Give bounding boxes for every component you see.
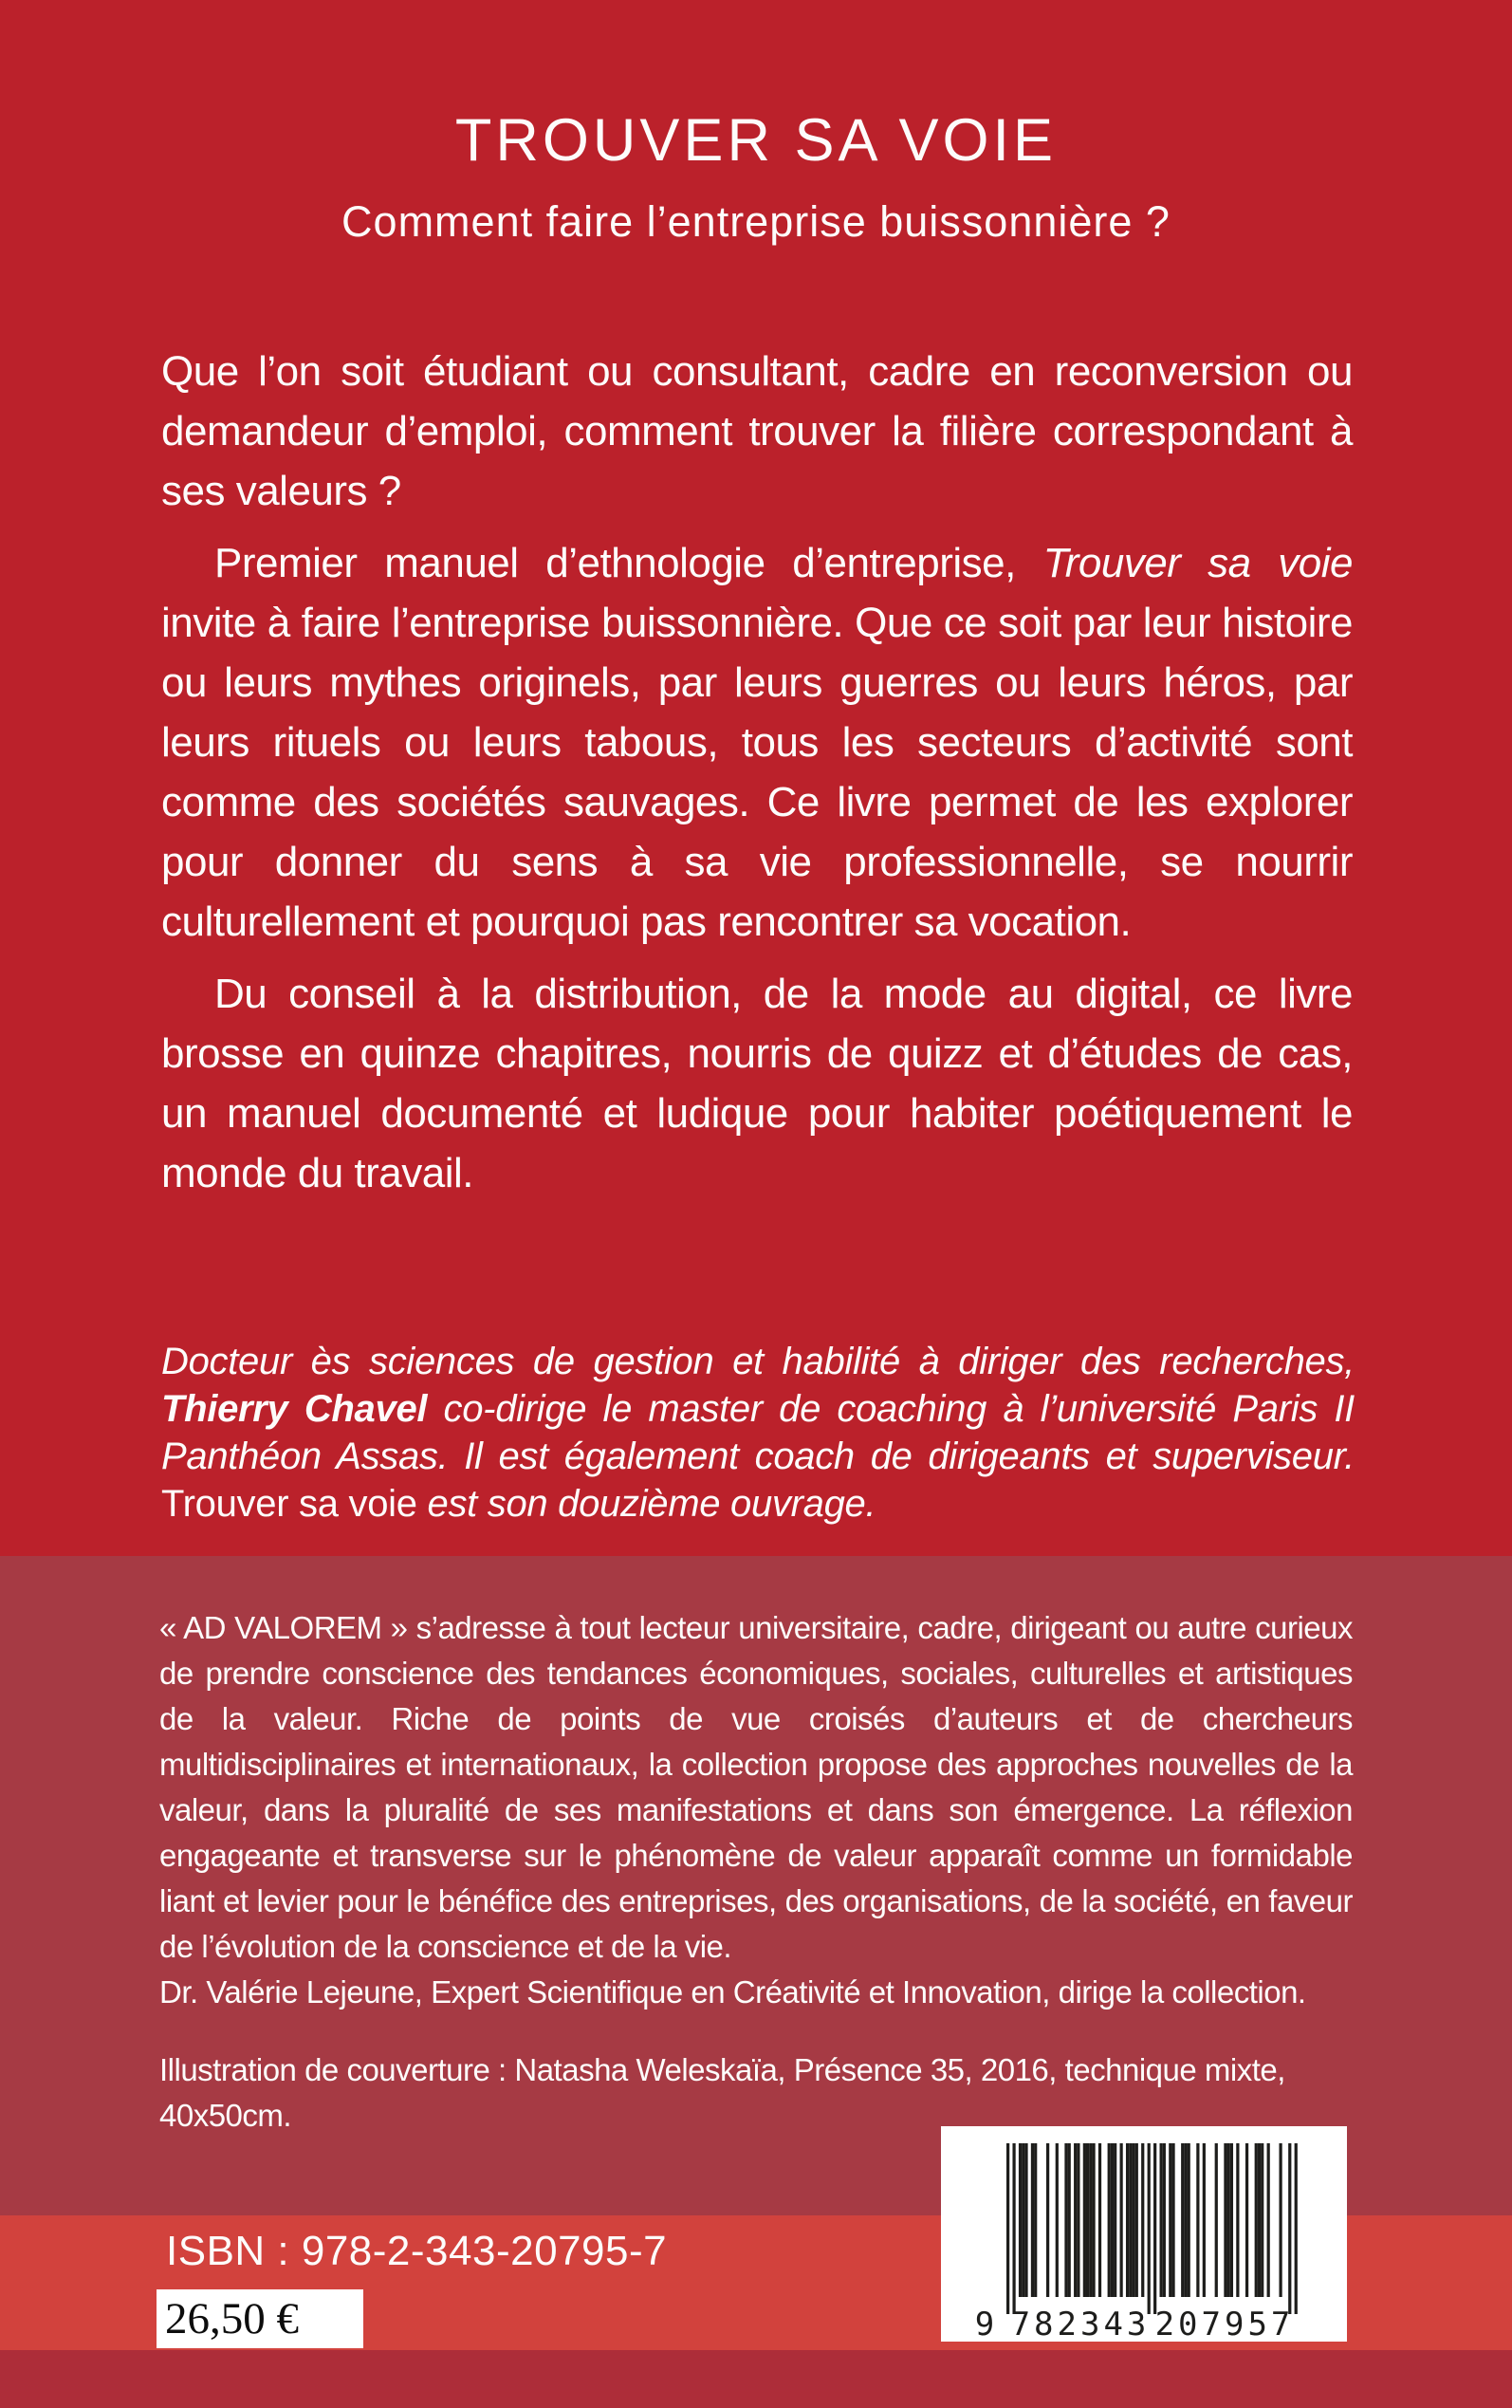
barcode-svg: [941, 2126, 1347, 2342]
footer-band: [0, 2350, 1512, 2408]
svg-text:782343: 782343: [1010, 2306, 1151, 2342]
synopsis: [161, 342, 1353, 1215]
illustration-credit: Illustration de couverture : Natasha Weleskaïa, Présence 35, 2016, technique mixte, 40x50cm.: [159, 2052, 1285, 2133]
collection-info: [159, 1605, 1353, 2139]
author-bio: Docteur ès sciences de gestion et habilité à diriger des recherches, Thierry Chavel co-dirige le master de coaching à l’université Paris II Panthéon Assas. Il est également coach de dirigeants et superviseur. Trouver sa voie est son douzième ouvrage.: [161, 1341, 1355, 1525]
synopsis-paragraph-3: Du conseil à la distribution, de la mode au digital, ce livre brosse en quinze chapitres, nourris de quizz et d’études de cas, un manuel documenté et ludique pour habiter poétiquement le monde du travail.: [161, 971, 1353, 1196]
svg-text:207957: 207957: [1154, 2306, 1295, 2342]
price-value: 26,50 €: [165, 2294, 299, 2343]
svg-text:9: 9: [974, 2306, 999, 2342]
collection-description: « AD VALOREM » s’adresse à tout lecteur universitaire, cadre, dirigeant ou autre curieux de prendre conscience des tendances économiques, sociales, culturelles et artistiques de la valeur. Riche de points de vue croisés d’auteurs et de chercheurs multidisciplinaires et internationaux, la collection propose des approches nouvelles de la valeur, dans la pluralité de ses manifestations et dans son émergence. La réflexion engageante et transverse sur le phénomène de valeur apparaît comme un formidable liant et levier pour le bénéfice des entreprises, des organisations, de la société, en faveur de l’évolution de la conscience et de la vie.: [159, 1610, 1353, 1964]
synopsis-paragraph-1: Que l’on soit étudiant ou consultant, cadre en reconversion ou demandeur d’emploi, comment trouver la filière correspondant à ses valeurs ?: [161, 348, 1353, 514]
isbn-label: ISBN : 978-2-343-20795-7: [166, 2228, 668, 2274]
book-title: TROUVER SA VOIE: [454, 107, 1058, 174]
book-subtitle: Comment faire l’entreprise buissonnière ?: [341, 197, 1171, 246]
price-tag: [157, 2289, 363, 2348]
barcode: [941, 2126, 1347, 2342]
collection-director: Dr. Valérie Lejeune, Expert Scientifique en Créativité et Innovation, dirige la collection.: [159, 1974, 1306, 2010]
synopsis-paragraph-2: Premier manuel d’ethnologie d’entreprise, Trouver sa voie invite à faire l’entreprise buissonnière. Que ce soit par leur histoire ou leurs mythes originels, par leurs guerres ou leurs héros, par leurs rituels ou leurs tabous, tous les secteurs d’activité sont comme des sociétés sauvages. Ce livre permet de les explorer pour donner du sens à sa vie professionnelle, se nourrir culturellement et pourquoi pas rencontrer sa vocation.: [161, 540, 1353, 945]
